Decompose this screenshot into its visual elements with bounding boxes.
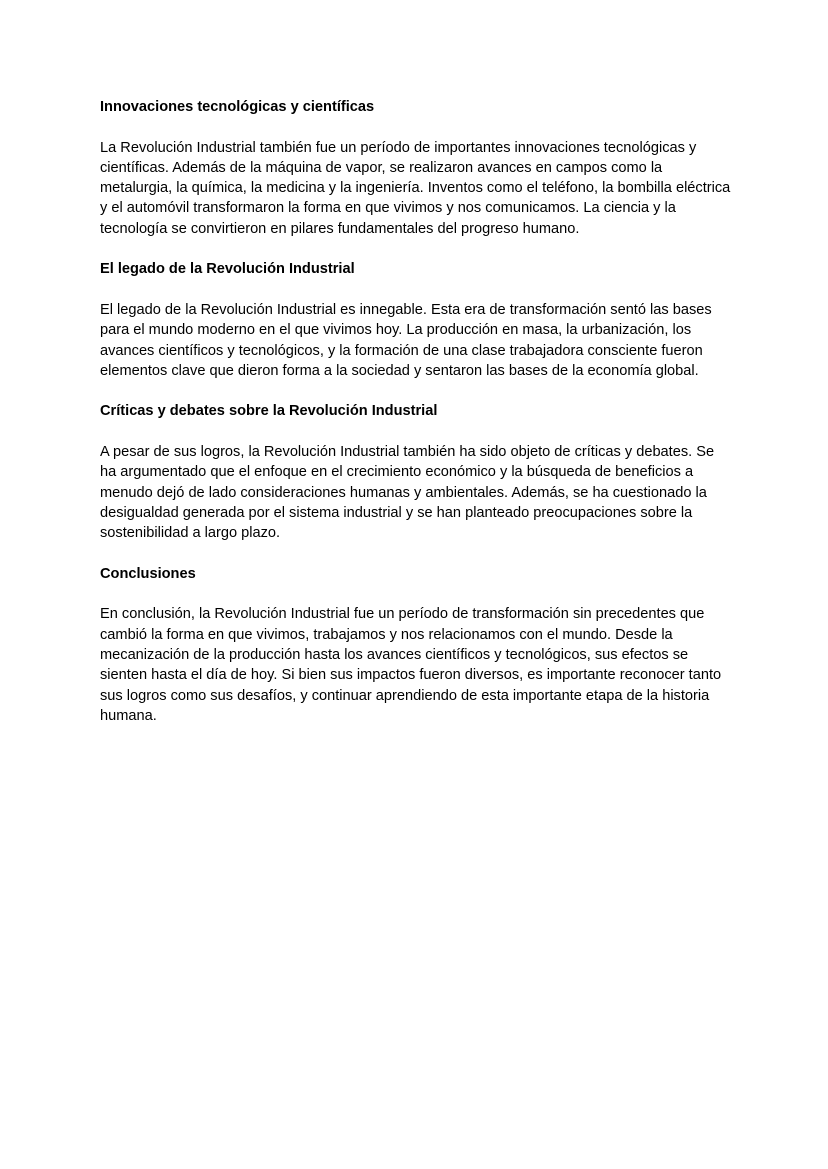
- section-heading: Críticas y debates sobre la Revolución Industrial: [100, 403, 438, 420]
- section-heading: El legado de la Revolución Industrial: [100, 261, 355, 278]
- section-conclusiones: [100, 564, 732, 726]
- section-heading: Conclusiones: [100, 565, 196, 582]
- section-paragraph: En conclusión, la Revolución Industrial fue un período de transformación sin precedentes que cambió la forma en que vivimos, trabajamos y nos relacionamos con el mundo. Desde la mecanización de la producción hasta los avances científicos y tecnológicos, sus efectos se sienten hasta el día de hoy. Si bien sus impactos fueron diversos, es importante reconocer tanto sus logros como sus desafíos, y continuar aprendiendo de esta importante etapa de la historia humana.: [100, 606, 722, 724]
- section-heading: Innovaciones tecnológicas y científicas: [100, 99, 375, 115]
- section-criticas: [100, 401, 732, 543]
- section-innovaciones: [100, 97, 732, 239]
- document-page: [100, 97, 732, 747]
- section-paragraph: La Revolución Industrial también fue un período de importantes innovaciones tecnológicas y científicas. Además de la máquina de vapor, se realizaron avances en campos como la metalurgia, la química, la medicina y la ingeniería. Inventos como el teléfono, la bombilla eléctrica y el automóvil transformaron la forma en que vivimos y nos comunicamos. La ciencia y la tecnología se convirtieron en pilares fundamentales del progreso humano.: [100, 139, 731, 237]
- section-legado: [100, 259, 732, 381]
- section-paragraph: El legado de la Revolución Industrial es innegable. Esta era de transformación sentó las bases para el mundo moderno en el que vivimos hoy. La producción en masa, la urbanización, los avances científicos y tecnológicos, y la formación de una clase trabajadora consciente fueron elementos clave que dieron forma a la sociedad y sentaron las bases de la economía global.: [100, 301, 712, 379]
- section-paragraph: A pesar de sus logros, la Revolución Industrial también ha sido objeto de críticas y debates. Se ha argumentado que el enfoque en el crecimiento económico y la búsqueda de beneficios a menudo dejó de lado consideraciones humanas y ambientales. Además, se ha cuestionado la desigualdad generada por el sistema industrial y se han planteado preocupaciones sobre la sostenibilidad a largo plazo.: [100, 444, 715, 542]
